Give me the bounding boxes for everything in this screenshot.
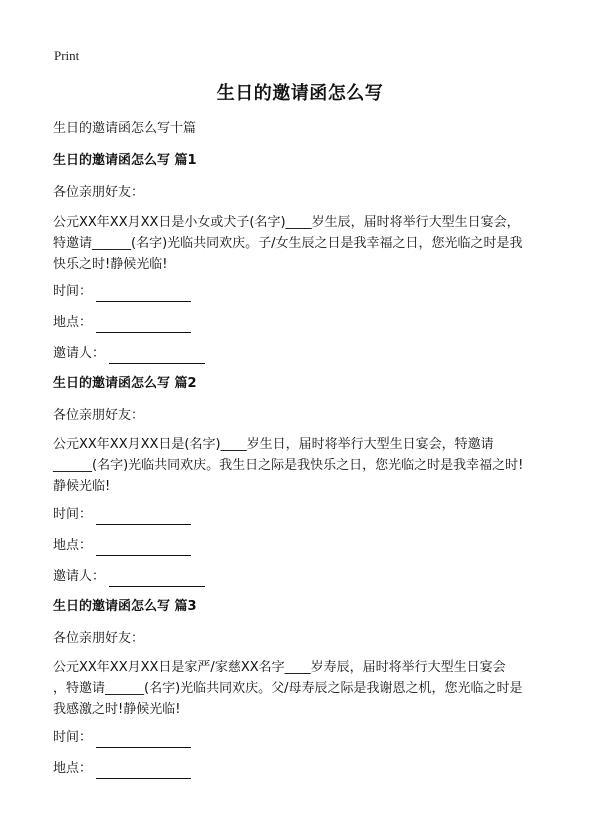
place-blank-line: [96, 316, 191, 333]
inviter-blank-line: [109, 347, 205, 364]
place-field: [53, 758, 191, 779]
section-body: [53, 434, 553, 497]
place-field: [53, 535, 191, 556]
time-field: [53, 727, 191, 748]
section-heading: 生日的邀请函怎么写 篇1: [53, 153, 197, 168]
time-label: 时间：: [53, 730, 93, 745]
inviter-field: [53, 343, 205, 364]
body-line: 特邀请______(名字)光临共同欢庆。子/女生辰之日是我幸福之日，您光临之时是我: [53, 236, 523, 251]
intro-text: 生日的邀请函怎么写十篇: [53, 121, 197, 136]
time-blank-line: [96, 508, 191, 525]
inviter-label: 邀请人：: [53, 346, 106, 361]
place-blank-line: [96, 539, 191, 556]
inviter-field: [53, 566, 205, 587]
section-body: [53, 212, 553, 275]
section-body: [53, 657, 553, 720]
body-line: 公元XX年XX月XX日是小女或犬子(名字)____岁生辰，届时将举行大型生日宴会，: [53, 215, 520, 230]
greeting: 各位亲朋好友：: [53, 631, 145, 646]
body-line: 公元XX年XX月XX日是家严/家慈XX名字____岁寿辰，届时将举行大型生日宴会: [53, 660, 506, 675]
print-label: Print: [54, 48, 80, 63]
place-label: 地点：: [53, 538, 93, 553]
section-heading: 生日的邀请函怎么写 篇3: [53, 599, 197, 614]
body-line: 我感激之时!静候光临!: [53, 702, 181, 717]
place-label: 地点：: [53, 761, 93, 776]
place-blank-line: [96, 762, 191, 779]
body-line: ，特邀请______(名字)光临共同欢庆。父/母寿辰之际是我谢恩之机，您光临之时是: [53, 681, 523, 696]
time-field: [53, 504, 191, 525]
time-label: 时间：: [53, 284, 93, 299]
time-field: [53, 281, 191, 302]
body-line: ______(名字)光临共同欢庆。我生日之际是我快乐之日，您光临之时是我幸福之时!: [53, 458, 524, 473]
body-line: 快乐之时!静候光临!: [53, 257, 168, 272]
body-line: 静候光临!: [53, 479, 111, 494]
place-label: 地点：: [53, 315, 93, 330]
time-label: 时间：: [53, 507, 93, 522]
inviter-blank-line: [109, 570, 205, 587]
page-title: 生日的邀请函怎么写: [216, 83, 384, 104]
inviter-label: 邀请人：: [53, 569, 106, 584]
place-field: [53, 312, 191, 333]
time-blank-line: [96, 285, 191, 302]
time-blank-line: [96, 731, 191, 748]
body-line: 公元XX年XX月XX日是(名字)____岁生日，届时将举行大型生日宴会，特邀请: [53, 437, 494, 452]
greeting: 各位亲朋好友：: [53, 185, 145, 200]
section-heading: 生日的邀请函怎么写 篇2: [53, 376, 197, 391]
greeting: 各位亲朋好友：: [53, 408, 145, 423]
